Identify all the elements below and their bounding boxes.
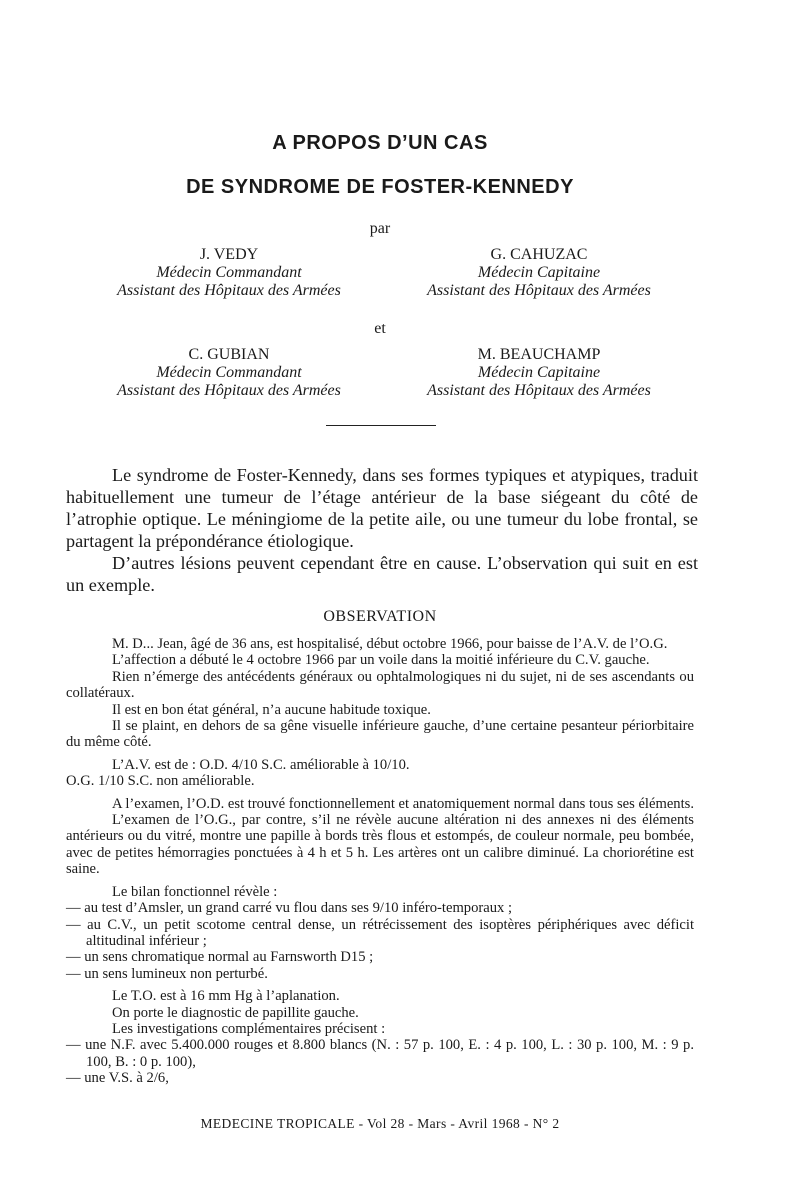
par-label: par [369,220,391,237]
author-position: Assistant des Hôpitaux des Armées [427,382,651,399]
obs-paragraph: L’examen de l’O.G., par contre, s’il ne révèle aucune altération ni des annexes ni des éléments antérieurs ou du vitré, montre une papille à bords très flous et estompés, de couleur normale, peu bombée, avec de petites hémorragies ponctuées à 4 h et 5 h. Les artères ont un calibre diminué. La choriorétine est saine. [66,812,694,878]
et-label: et [374,320,386,337]
obs-paragraph: On porte le diagnostic de papillite gauche. [112,1004,359,1021]
author-name: J. VEDY [199,246,259,263]
intro-text [66,464,698,596]
author-block-cahuzac [404,246,674,300]
bilan-intro: Le bilan fonctionnel révèle : [112,883,278,900]
observation-body [66,636,694,1087]
obs-paragraph: Le T.O. est à 16 mm Hg à l’aplanation. [112,988,340,1005]
title-line-1: A PROPOS D’UN CAS [272,132,488,154]
acuity-line-og: O.G. 1/10 S.C. non améliorable. [66,773,255,790]
author-position: Assistant des Hôpitaux des Armées [427,282,651,299]
obs-paragraph: A l’examen, l’O.D. est trouvé fonctionnellement et anatomiquement normal dans tous ses éléments. [112,795,694,812]
author-name: C. GUBIAN [188,346,270,363]
obs-paragraph: Il se plaint, en dehors de sa gêne visuelle inférieure gauche, d’une certaine pesanteur périorbitaire du même côté. [66,718,694,751]
obs-paragraph: Il est en bon état général, n’a aucune habitude toxique. [112,701,431,718]
author-rank: Médecin Capitaine [477,264,601,281]
bilan-item: — au C.V., un petit scotome central dense, un rétrécissement des isoptères périphériques avec déficit altitudinal inférieur ; [66,916,694,949]
author-rank: Médecin Capitaine [477,364,601,381]
obs-paragraph: Les investigations complémentaires précisent : [112,1020,386,1037]
obs-paragraph: M. D... Jean, âgé de 36 ans, est hospitalisé, début octobre 1966, pour baisse de l’A.V. de l’O.G. [112,636,668,652]
intro-paragraph-2: D’autres lésions peuvent cependant être en cause. L’observation qui suit en est un exemple. [66,553,698,595]
investigation-item: — une N.F. avec 5.400.000 rouges et 8.800 blancs (N. : 57 p. 100, E. : 4 p. 100, L. : 30 p. 100, M. : 9 p. 100, B. : 0 p. 100), [66,1037,694,1070]
author-position: Assistant des Hôpitaux des Armées [117,282,341,299]
author-rank: Médecin Commandant [156,264,302,281]
obs-paragraph: L’affection a débuté le 4 octobre 1966 par un voile dans la moitié inférieure du C.V. gauche. [112,652,650,669]
author-position: Assistant des Hôpitaux des Armées [117,382,341,399]
author-block-vedy [94,246,364,300]
intro-paragraph-1: Le syndrome de Foster-Kennedy, dans ses formes typiques et atypiques, traduit habituellement une tumeur de l’étage antérieur de la base siégeant du côté de l’atrophie optique. Le méningiome de la petite aile, ou une tumeur du lobe frontal, se partagent la prépondérance étiologique. [66,465,698,551]
title-line-2: DE SYNDROME DE FOSTER-KENNEDY [186,176,574,198]
journal-footer: MEDECINE TROPICALE - Vol 28 - Mars - Avril 1968 - N° 2 [200,1116,560,1131]
bilan-item: — au test d’Amsler, un grand carré vu flou dans ses 9/10 inféro-temporaux ; [66,900,513,917]
bilan-item: — un sens lumineux non perturbé. [66,965,268,982]
section-heading: OBSERVATION [323,608,437,625]
obs-paragraph: Rien n’émerge des antécédents généraux ou ophtalmologiques ni du sujet, ni de ses ascendants ou collatéraux. [66,668,694,702]
investigation-item: — une V.S. à 2/6, [66,1070,169,1087]
bilan-item: — un sens chromatique normal au Farnsworth D15 ; [66,949,374,966]
author-block-gubian [94,346,364,400]
author-name: M. BEAUCHAMP [477,346,601,363]
acuity-line-od: L’A.V. est de : O.D. 4/10 S.C. améliorable à 10/10. [112,756,410,773]
author-rank: Médecin Commandant [156,364,302,381]
separator-rule [326,425,436,426]
author-block-beauchamp [404,346,674,400]
author-name: G. CAHUZAC [490,246,588,263]
